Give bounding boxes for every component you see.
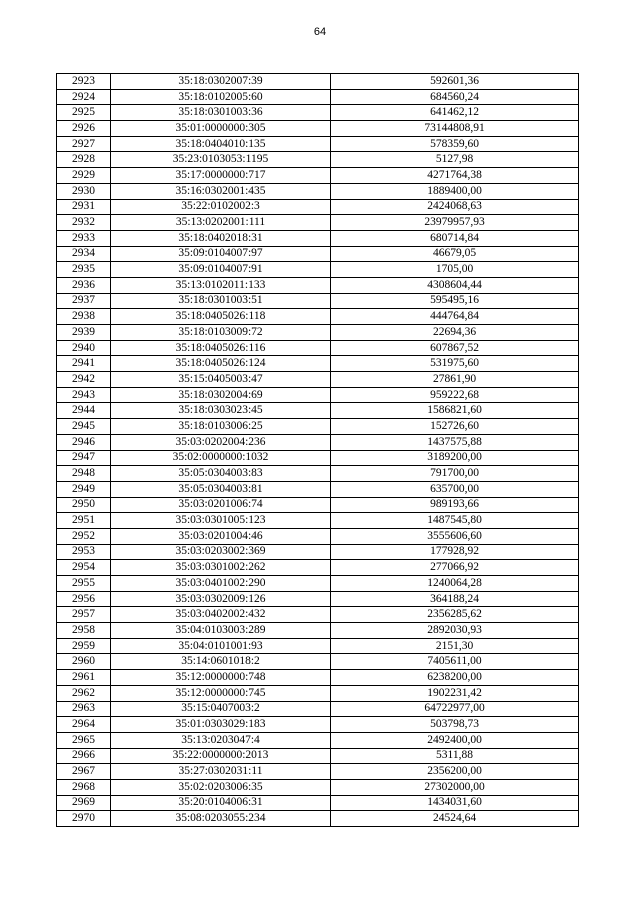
row-number-cell: 2963	[57, 701, 111, 717]
cadastral-number-cell: 35:18:0102005:60	[111, 89, 331, 105]
row-number-cell: 2930	[57, 183, 111, 199]
row-number-cell: 2957	[57, 607, 111, 623]
cadastral-value-cell: 1705,00	[331, 262, 579, 278]
row-number-cell: 2938	[57, 309, 111, 325]
row-number-cell: 2942	[57, 372, 111, 388]
cadastral-value-cell: 592601,36	[331, 74, 579, 90]
row-number-cell: 2943	[57, 387, 111, 403]
table-row	[57, 199, 579, 215]
cadastral-value-cell: 73144808,91	[331, 121, 579, 137]
row-number-cell: 2926	[57, 121, 111, 137]
cadastral-value-cell: 2151,30	[331, 638, 579, 654]
table-row	[57, 638, 579, 654]
row-number-cell: 2945	[57, 419, 111, 435]
cadastral-value-cell: 4308604,44	[331, 277, 579, 293]
cadastral-number-cell: 35:18:0301003:36	[111, 105, 331, 121]
cadastral-value-cell: 3555606,60	[331, 528, 579, 544]
cadastral-value-cell: 684560,24	[331, 89, 579, 105]
cadastral-number-cell: 35:20:0104006:31	[111, 795, 331, 811]
cadastral-number-cell: 35:04:0101001:93	[111, 638, 331, 654]
table-row	[57, 732, 579, 748]
table-row	[57, 748, 579, 764]
row-number-cell: 2954	[57, 560, 111, 576]
row-number-cell: 2923	[57, 74, 111, 90]
table-row	[57, 513, 579, 529]
row-number-cell: 2959	[57, 638, 111, 654]
row-number-cell: 2967	[57, 764, 111, 780]
table-row	[57, 372, 579, 388]
cadastral-value-cell: 6238200,00	[331, 670, 579, 686]
table-row	[57, 685, 579, 701]
table-row	[57, 215, 579, 231]
row-number-cell: 2940	[57, 340, 111, 356]
cadastral-value-cell: 680714,84	[331, 230, 579, 246]
cadastral-number-cell: 35:23:0103053:1195	[111, 152, 331, 168]
cadastral-number-cell: 35:18:0402018:31	[111, 230, 331, 246]
cadastral-value-cell: 7405611,00	[331, 654, 579, 670]
cadastral-number-cell: 35:18:0301003:51	[111, 293, 331, 309]
cadastral-value-cell: 1487545,80	[331, 513, 579, 529]
row-number-cell: 2936	[57, 277, 111, 293]
cadastral-number-cell: 35:18:0103006:25	[111, 419, 331, 435]
cadastral-value-cell: 23979957,93	[331, 215, 579, 231]
cadastral-value-cell: 595495,16	[331, 293, 579, 309]
cadastral-number-cell: 35:16:0302001:435	[111, 183, 331, 199]
cadastral-number-cell: 35:03:0401002:290	[111, 576, 331, 592]
row-number-cell: 2937	[57, 293, 111, 309]
row-number-cell: 2951	[57, 513, 111, 529]
row-number-cell: 2969	[57, 795, 111, 811]
row-number-cell: 2927	[57, 136, 111, 152]
cadastral-value-cell: 635700,00	[331, 481, 579, 497]
cadastral-value-cell: 177928,92	[331, 544, 579, 560]
row-number-cell: 2953	[57, 544, 111, 560]
cadastral-number-cell: 35:15:0407003:2	[111, 701, 331, 717]
row-number-cell: 2939	[57, 325, 111, 341]
cadastral-value-cell: 2356200,00	[331, 764, 579, 780]
cadastral-value-cell: 791700,00	[331, 466, 579, 482]
table-row	[57, 168, 579, 184]
table-row	[57, 560, 579, 576]
cadastral-number-cell: 35:18:0103009:72	[111, 325, 331, 341]
cadastral-number-cell: 35:18:0302004:69	[111, 387, 331, 403]
table-row	[57, 717, 579, 733]
cadastral-number-cell: 35:14:0601018:2	[111, 654, 331, 670]
table-row	[57, 591, 579, 607]
cadastral-number-cell: 35:18:0404010:135	[111, 136, 331, 152]
table-row	[57, 403, 579, 419]
row-number-cell: 2955	[57, 576, 111, 592]
cadastral-number-cell: 35:17:0000000:717	[111, 168, 331, 184]
row-number-cell: 2966	[57, 748, 111, 764]
row-number-cell: 2932	[57, 215, 111, 231]
table-row	[57, 795, 579, 811]
row-number-cell: 2948	[57, 466, 111, 482]
table-row	[57, 764, 579, 780]
cadastral-number-cell: 35:03:0201006:74	[111, 497, 331, 513]
row-number-cell: 2941	[57, 356, 111, 372]
row-number-cell: 2964	[57, 717, 111, 733]
cadastral-value-cell: 22694,36	[331, 325, 579, 341]
row-number-cell: 2961	[57, 670, 111, 686]
cadastral-value-cell: 64722977,00	[331, 701, 579, 717]
cadastral-value-cell: 1889400,00	[331, 183, 579, 199]
cadastral-value-cell: 2424068,63	[331, 199, 579, 215]
cadastral-number-cell: 35:18:0303023:45	[111, 403, 331, 419]
row-number-cell: 2934	[57, 246, 111, 262]
cadastral-value-cell: 5311,88	[331, 748, 579, 764]
table-row	[57, 623, 579, 639]
cadastral-number-cell: 35:18:0405026:116	[111, 340, 331, 356]
cadastral-number-cell: 35:03:0201004:46	[111, 528, 331, 544]
cadastral-value-cell: 4271764,38	[331, 168, 579, 184]
cadastral-value-cell: 27861,90	[331, 372, 579, 388]
table-row	[57, 450, 579, 466]
table-row	[57, 576, 579, 592]
cadastral-number-cell: 35:22:0000000:2013	[111, 748, 331, 764]
cadastral-number-cell: 35:13:0202001:111	[111, 215, 331, 231]
cadastral-number-cell: 35:09:0104007:97	[111, 246, 331, 262]
row-number-cell: 2935	[57, 262, 111, 278]
row-number-cell: 2968	[57, 779, 111, 795]
table-row	[57, 654, 579, 670]
cadastral-value-cell: 3189200,00	[331, 450, 579, 466]
row-number-cell: 2965	[57, 732, 111, 748]
cadastral-number-cell: 35:03:0301002:262	[111, 560, 331, 576]
cadastral-number-cell: 35:12:0000000:745	[111, 685, 331, 701]
cadastral-value-cell: 607867,52	[331, 340, 579, 356]
table-row	[57, 419, 579, 435]
cadastral-number-cell: 35:03:0301005:123	[111, 513, 331, 529]
table-row	[57, 262, 579, 278]
table-row	[57, 89, 579, 105]
table-row	[57, 670, 579, 686]
row-number-cell: 2925	[57, 105, 111, 121]
cadastral-value-cell: 5127,98	[331, 152, 579, 168]
cadastral-number-cell: 35:12:0000000:748	[111, 670, 331, 686]
row-number-cell: 2970	[57, 811, 111, 827]
cadastral-number-cell: 35:01:0000000:305	[111, 121, 331, 137]
cadastral-value-cell: 989193,66	[331, 497, 579, 513]
row-number-cell: 2944	[57, 403, 111, 419]
cadastral-value-cell: 578359,60	[331, 136, 579, 152]
table-row	[57, 325, 579, 341]
table-row	[57, 230, 579, 246]
table-row	[57, 277, 579, 293]
table-row	[57, 497, 579, 513]
cadastral-value-cell: 641462,12	[331, 105, 579, 121]
cadastral-number-cell: 35:05:0304003:83	[111, 466, 331, 482]
table-row	[57, 152, 579, 168]
row-number-cell: 2947	[57, 450, 111, 466]
cadastral-value-cell: 2356285,62	[331, 607, 579, 623]
cadastral-number-cell: 35:02:0000000:1032	[111, 450, 331, 466]
cadastral-value-table	[56, 73, 579, 827]
cadastral-number-cell: 35:18:0302007:39	[111, 74, 331, 90]
table-row	[57, 466, 579, 482]
table-row	[57, 544, 579, 560]
cadastral-value-cell: 444764,84	[331, 309, 579, 325]
row-number-cell: 2962	[57, 685, 111, 701]
table-row	[57, 74, 579, 90]
cadastral-value-cell: 2892030,93	[331, 623, 579, 639]
row-number-cell: 2929	[57, 168, 111, 184]
table-row	[57, 356, 579, 372]
row-number-cell: 2949	[57, 481, 111, 497]
cadastral-value-cell: 1434031,60	[331, 795, 579, 811]
table-row	[57, 434, 579, 450]
row-number-cell: 2952	[57, 528, 111, 544]
table-row	[57, 481, 579, 497]
row-number-cell: 2924	[57, 89, 111, 105]
cadastral-number-cell: 35:03:0402002:432	[111, 607, 331, 623]
cadastral-number-cell: 35:15:0405003:47	[111, 372, 331, 388]
cadastral-number-cell: 35:27:0302031:11	[111, 764, 331, 780]
cadastral-value-cell: 1586821,60	[331, 403, 579, 419]
cadastral-value-cell: 2492400,00	[331, 732, 579, 748]
cadastral-number-cell: 35:18:0405026:118	[111, 309, 331, 325]
cadastral-value-cell: 1437575,88	[331, 434, 579, 450]
table-row	[57, 183, 579, 199]
cadastral-value-cell: 46679,05	[331, 246, 579, 262]
cadastral-value-cell: 364188,24	[331, 591, 579, 607]
cadastral-value-cell: 1240064,28	[331, 576, 579, 592]
cadastral-number-cell: 35:03:0203002:369	[111, 544, 331, 560]
table-row	[57, 811, 579, 827]
row-number-cell: 2956	[57, 591, 111, 607]
cadastral-number-cell: 35:03:0302009:126	[111, 591, 331, 607]
cadastral-value-cell: 24524,64	[331, 811, 579, 827]
row-number-cell: 2933	[57, 230, 111, 246]
row-number-cell: 2946	[57, 434, 111, 450]
cadastral-number-cell: 35:09:0104007:91	[111, 262, 331, 278]
table-row	[57, 701, 579, 717]
cadastral-number-cell: 35:18:0405026:124	[111, 356, 331, 372]
row-number-cell: 2960	[57, 654, 111, 670]
cadastral-number-cell: 35:22:0102002:3	[111, 199, 331, 215]
cadastral-value-cell: 959222,68	[331, 387, 579, 403]
table-row	[57, 607, 579, 623]
cadastral-value-cell: 27302000,00	[331, 779, 579, 795]
cadastral-value-cell: 1902231,42	[331, 685, 579, 701]
table-row	[57, 105, 579, 121]
cadastral-value-cell: 531975,60	[331, 356, 579, 372]
table-body	[57, 74, 579, 827]
cadastral-value-cell: 503798,73	[331, 717, 579, 733]
cadastral-number-cell: 35:08:0203055:234	[111, 811, 331, 827]
cadastral-value-cell: 277066,92	[331, 560, 579, 576]
table-row	[57, 309, 579, 325]
cadastral-number-cell: 35:01:0303029:183	[111, 717, 331, 733]
cadastral-number-cell: 35:13:0203047:4	[111, 732, 331, 748]
table-row	[57, 340, 579, 356]
cadastral-number-cell: 35:03:0202004:236	[111, 434, 331, 450]
table-row	[57, 246, 579, 262]
cadastral-number-cell: 35:02:0203006:35	[111, 779, 331, 795]
table-row	[57, 779, 579, 795]
table-row	[57, 387, 579, 403]
cadastral-number-cell: 35:13:0102011:133	[111, 277, 331, 293]
table-row	[57, 121, 579, 137]
page-number: 64	[313, 26, 327, 38]
cadastral-number-cell: 35:05:0304003:81	[111, 481, 331, 497]
table-row	[57, 293, 579, 309]
table-row	[57, 136, 579, 152]
cadastral-value-cell: 152726,60	[331, 419, 579, 435]
row-number-cell: 2928	[57, 152, 111, 168]
row-number-cell: 2931	[57, 199, 111, 215]
cadastral-number-cell: 35:04:0103003:289	[111, 623, 331, 639]
table-row	[57, 528, 579, 544]
row-number-cell: 2958	[57, 623, 111, 639]
row-number-cell: 2950	[57, 497, 111, 513]
